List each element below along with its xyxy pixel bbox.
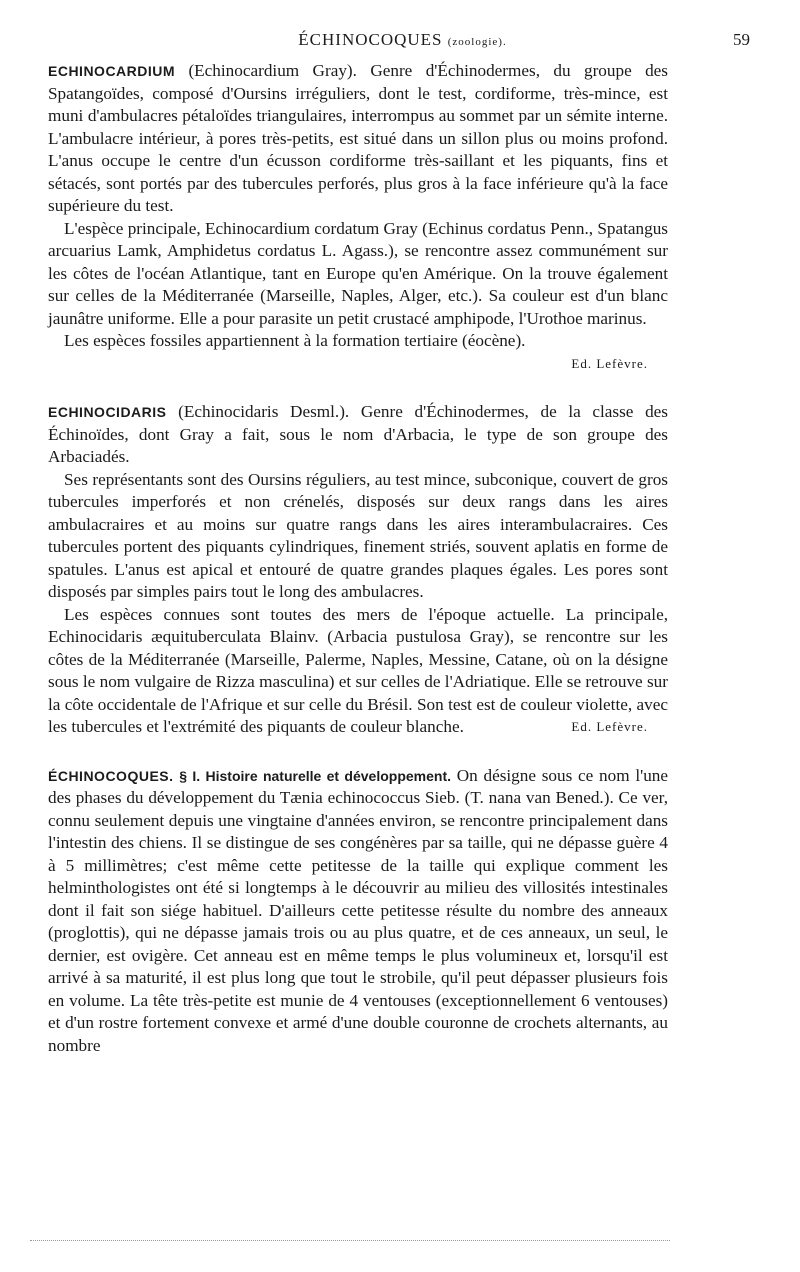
entry-gap	[48, 739, 668, 765]
echinocoques-para-1	[48, 765, 668, 1058]
echinocidaris-para-3-text: Les espèces connues sont toutes des mers de l'époque actuelle. La principale, Echinocidaris æquituberculata Blainv. (Arbacia pustulosa Gray), se rencontre sur les côtes de la Méditerranée (Marseille, Palerme, Naples, Messine, Catane, où on la désigne sous le nom vulgaire de Rizza masculina) et sur celles de l'Adriatique. Elle se retrouve sur la côte occidentale de l'Afrique et sur celle du Brésil. Son test est de couleur violette, avec les tubercules et l'extrémité des piquants de couleur blanche.	[48, 604, 668, 736]
echinocardium-para-1	[48, 60, 668, 218]
entry-head-echinocardium: ECHINOCARDIUM	[48, 63, 176, 79]
echinocardium-signature: Ed. Lefèvre.	[571, 355, 648, 371]
body-text	[48, 60, 668, 1057]
page-number: 59	[733, 30, 750, 49]
header-title-main: ÉCHINOCOQUES	[298, 30, 443, 49]
echinocardium-para-3: Les espèces fossiles appartiennent à la formation tertiaire (éocène).	[64, 331, 526, 350]
echinocardium-para-1-text: (Echinocardium Gray). Genre d'Échinodermes, du groupe des Spatangoïdes, composé d'Oursins irréguliers, dont le test, cordiforme, très-mince, est muni d'ambulacres pétaloïdes triangulaires, interrompus au sommet par un sémite interne. L'ambulacre intérieur, à pores très-petits, est situé dans un sillon plus ou moins profond. L'anus occupe le centre d'un écusson cordiforme très-saillant et les piquants, fins et sétacés, sont portés par des tubercules perforés, plus gros à la face inférieure qu'à la face supérieure du test.	[48, 61, 668, 215]
section-heading: § I. Histoire naturelle et développement.	[179, 767, 451, 784]
echinocidaris-para-1-text: (Echinocidaris Desml.). Genre d'Échinodermes, de la classe des Échinoïdes, dont Gray a fait, sous le nom d'Arbacia, le type de son groupe des Arbaciadés.	[48, 402, 668, 466]
echinocidaris-signature: Ed. Lefèvre.	[571, 719, 648, 734]
echinocidaris-para-1	[48, 401, 668, 469]
header-title	[55, 30, 750, 50]
echinocidaris-para-2: Ses représentants sont des Oursins réguliers, au test mince, subconique, couvert de gros tubercules imperforés et non crénelés, disposés sur deux rangs dans les aires ambulacraires et au moins sur quatre rangs dans les aires interambulacraires. Ces tubercules portent des piquants cylindriques, finement striés, souvent aplatis en forme de spatules. L'anus est apical et entouré de quatre grandes plaques égales. Les pores sont disposés par simples pairs tout le long des ambulacres.	[48, 469, 668, 601]
entry-gap	[48, 375, 668, 401]
echinocoques-para-1-text: On désigne sous ce nom l'une des phases du développement du Tænia echinococcus Sieb. (T. nana van Bened.). Ce ver, connu seulement depuis une vingtaine d'années environ, se rencontre principalement dans l'intestin des chiens. Il se distingue de ses congénères par sa taille, qui ne dépasse guère 4 à 5 millimètres; c'est même cette petitesse de la taille qui explique comment les helminthologistes ont été si longtemps à le découvrir au milieu des villosités intestinales dont il fait son siége habituel. D'ailleurs cette petitesse résulte du nombre des anneaux (proglottis), qui ne dépasse jamais trois ou au plus quatre, et de ces anneaux, un seul, le dernier, est ovigère. Cet anneau est en même temps le plus volumineux et, lorsqu'il est arrivé à sa maturité, il est plus long que tout le strobile, qu'il peut dépasser plusieurs fois en volume. La tête très-petite est munie de 4 ventouses (exceptionnellement 6 ventouses) et d'un rostre fortement convexe et armé d'une double couronne de crochets alternants, au nombre	[48, 765, 669, 1055]
header-title-sub: (zoologie).	[447, 36, 507, 48]
echinocardium-para-2: L'espèce principale, Echinocardium cordatum Gray (Echinus cordatus Penn., Spatangus arcuarius Lamk, Amphidetus cordatus L. Agass.), se rencontre assez communément sur les côtes de l'océan Atlantique, tant en Europe qu'en Amérique. On la trouve également sur celles de la Méditerranée (Marseille, Naples, Alger, etc.). Sa couleur est d'un blanc jaunâtre uniforme. Elle a pour parasite un petit crustacé amphipode, l'Urothoe marinus.	[48, 218, 668, 328]
entry-head-echinocoques: ÉCHINOCOQUES.	[48, 767, 174, 784]
footer-dotted-rule	[30, 1240, 670, 1241]
entry-head-echinocidaris: ECHINOCIDARIS	[48, 404, 167, 420]
running-header	[55, 30, 750, 58]
echinocidaris-para-3	[48, 604, 668, 739]
